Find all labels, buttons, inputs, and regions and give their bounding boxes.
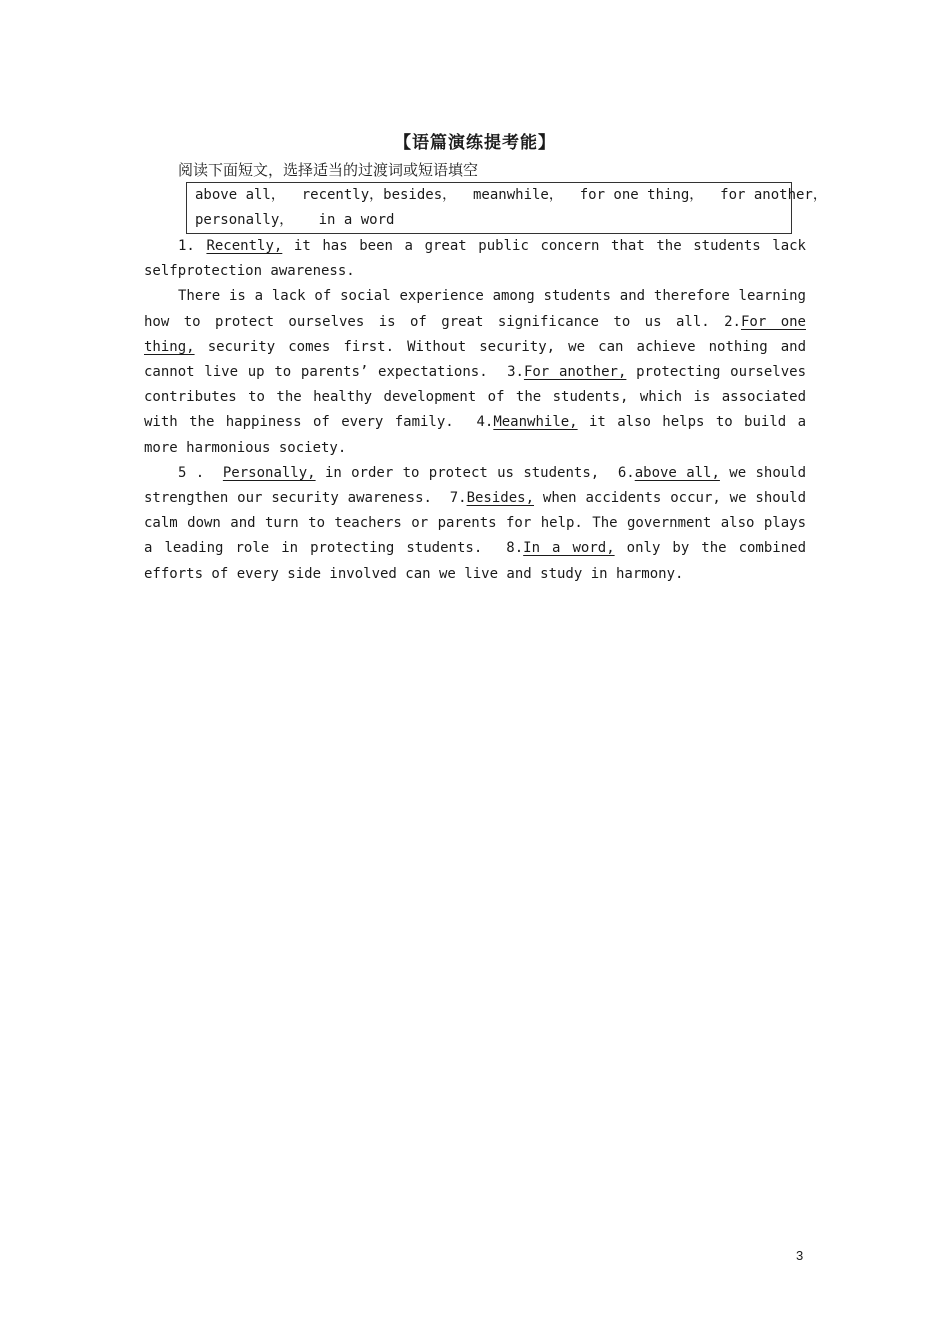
paragraph-2-text-2: security comes first. Without security, we can achieve nothing and cannot live up to parents’ expectations. — [144, 338, 807, 381]
paragraph-2 — [144, 284, 806, 460]
answer-1: Recently, — [206, 238, 283, 254]
paragraph-3 — [144, 461, 806, 587]
blank-number-7: 7. — [449, 490, 467, 507]
blank-number-4: 4. — [476, 414, 494, 431]
blank-number-3: 3. — [507, 364, 524, 381]
paragraph-3-text-6: we should strengthen our security awareness. — [144, 464, 807, 507]
answer-2: For one thing, — [144, 313, 806, 355]
paragraph-1-text: it has been a great public concern that the students lack selfprotection awareness. — [144, 238, 806, 280]
blank-number-2: 2. — [724, 313, 741, 330]
paragraph-3-text-8: only by the combined efforts of every side involved can we live and study in harmony. — [144, 540, 807, 582]
blank-number-1: 1. — [178, 238, 195, 254]
paragraph-3-text-7: when accidents occur, we should calm down and turn to teachers or parents for help. The government also plays a leading role in protecting students. — [144, 490, 806, 557]
paragraph-2-text-4: it also helps to build a more harmonious society. — [144, 414, 806, 456]
blank-number-5: 5 . — [178, 464, 205, 481]
page-content — [144, 128, 827, 587]
word-bank-box — [186, 182, 827, 234]
word-bank-line-2: personally， in a word — [195, 212, 395, 228]
paragraph-1 — [144, 234, 806, 284]
blank-number-6: 6. — [617, 464, 635, 481]
answer-3: For another, — [523, 364, 627, 381]
answer-7: Besides, — [466, 490, 534, 507]
instruction-text: 阅读下面短文，选择适当的过渡词或短语填空 — [178, 161, 479, 179]
section-title: 【语篇演练提考能】 — [394, 133, 556, 153]
answer-4: Meanwhile, — [493, 414, 578, 431]
paragraph-2-intro: There is a lack of social experience among students and therefore learning how to protect ourselves is of great significance to us all. — [144, 288, 806, 330]
blank-number-8: 8. — [506, 540, 524, 557]
paragraph-3-text-5: in order to protect us students, — [324, 464, 600, 481]
word-bank-line-1: above all， recently，besides， meanwhile， for one thing， for another， — [195, 187, 827, 203]
paragraph-2-text-3: protecting ourselves contributes to the healthy development of the students, which is associated with the happiness of every family. — [144, 364, 806, 431]
page-number: 3 — [796, 1248, 804, 1263]
answer-5: Personally, — [222, 464, 316, 481]
answer-8: In a word, — [523, 540, 615, 557]
answer-6: above all, — [634, 464, 720, 481]
